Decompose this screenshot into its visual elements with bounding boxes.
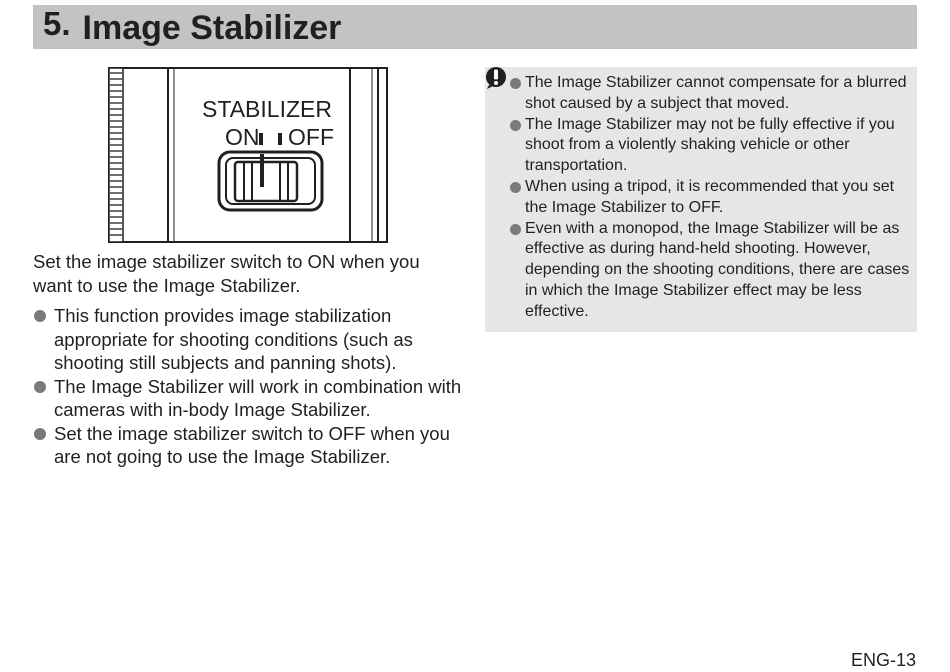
bullet-icon xyxy=(510,182,521,193)
list-item xyxy=(33,375,463,422)
note-text: The Image Stabilizer cannot compensate for a blurred shot caused by a subject that moved. xyxy=(525,74,907,112)
bullet-icon xyxy=(510,224,521,235)
page-number: ENG-13 xyxy=(850,650,916,670)
stabilizer-switch-illustration xyxy=(108,67,388,243)
stabilizer-label: STABILIZER xyxy=(202,96,332,122)
stabilizer-switch xyxy=(219,152,322,210)
off-label: OFF xyxy=(288,124,334,150)
caution-icon xyxy=(485,67,507,89)
bullet-icon xyxy=(510,120,521,131)
list-item-text: The Image Stabilizer will work in combination with cameras with in-body Image Stabilizer. xyxy=(54,375,462,420)
intro-text: Set the image stabilizer switch to ON when you want to use the Image Stabilizer. xyxy=(33,251,420,296)
list-item xyxy=(33,304,463,375)
list-item xyxy=(509,219,913,323)
knurled-ring-icon xyxy=(109,68,123,242)
section-header xyxy=(33,5,917,49)
bullet-icon xyxy=(510,78,521,89)
list-item xyxy=(33,422,463,469)
caution-notes xyxy=(509,73,913,323)
list-item xyxy=(509,115,913,177)
on-label: ON xyxy=(225,124,260,150)
bullet-icon xyxy=(34,381,46,393)
note-text: The Image Stabilizer may not be fully effective if you shoot from a violently shaking vehicle or other transportation. xyxy=(525,115,895,175)
list-item xyxy=(509,177,913,219)
section-number: 5. xyxy=(43,5,71,42)
section-title: Image Stabilizer xyxy=(82,8,342,47)
bullet-icon xyxy=(34,428,46,440)
feature-list xyxy=(33,304,463,469)
list-item xyxy=(509,73,913,115)
list-item-text: Set the image stabilizer switch to OFF when you are not going to use the Image Stabilizer. xyxy=(54,422,450,467)
list-item-text: This function provides image stabilization appropriate for shooting conditions (such as shooting still subjects and panning shots). xyxy=(54,305,413,373)
note-text: Even with a monopod, the Image Stabilizer will be as effective as during hand-held shooting. However, depending on the shooting conditions, there are cases in which the Image Stabilizer effect may be less effective. xyxy=(525,219,910,320)
note-text: When using a tripod, it is recommended that you set the Image Stabilizer to OFF. xyxy=(525,177,895,216)
bullet-icon xyxy=(34,310,46,322)
caution-box xyxy=(485,67,917,332)
